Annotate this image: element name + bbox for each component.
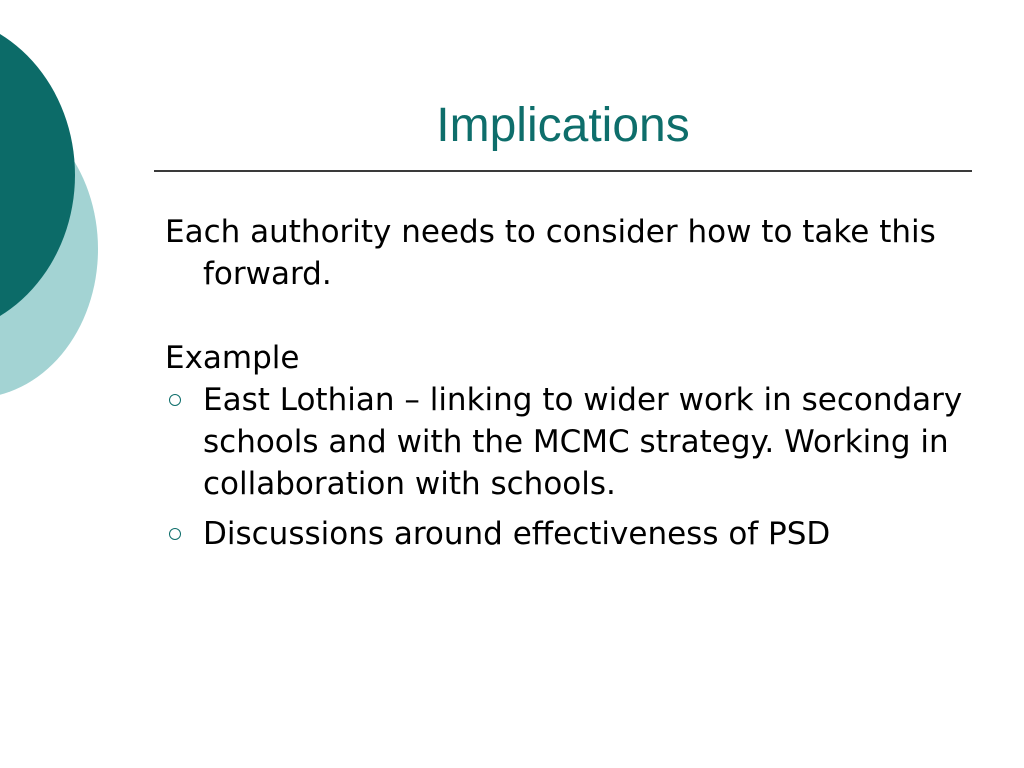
title-divider (154, 170, 972, 172)
paragraph-spacer (165, 295, 965, 337)
hollow-circle-bullet-icon (169, 394, 181, 406)
slide-title: Implications (436, 99, 690, 152)
bullet-text: Discussions around effectiveness of PSD (203, 516, 831, 552)
intro-paragraph: Each authority needs to consider how to take this forward. (165, 214, 936, 292)
bullet-item-discussions (165, 513, 965, 555)
hollow-circle-bullet-icon (169, 528, 181, 540)
bullet-text: East Lothian – linking to wider work in secondary schools and with the MCMC strategy. Working in collaboration with schools. (203, 382, 963, 502)
bullet-item-east-lothian (165, 379, 965, 505)
example-heading: Example (165, 340, 300, 376)
slide-body (165, 211, 965, 555)
